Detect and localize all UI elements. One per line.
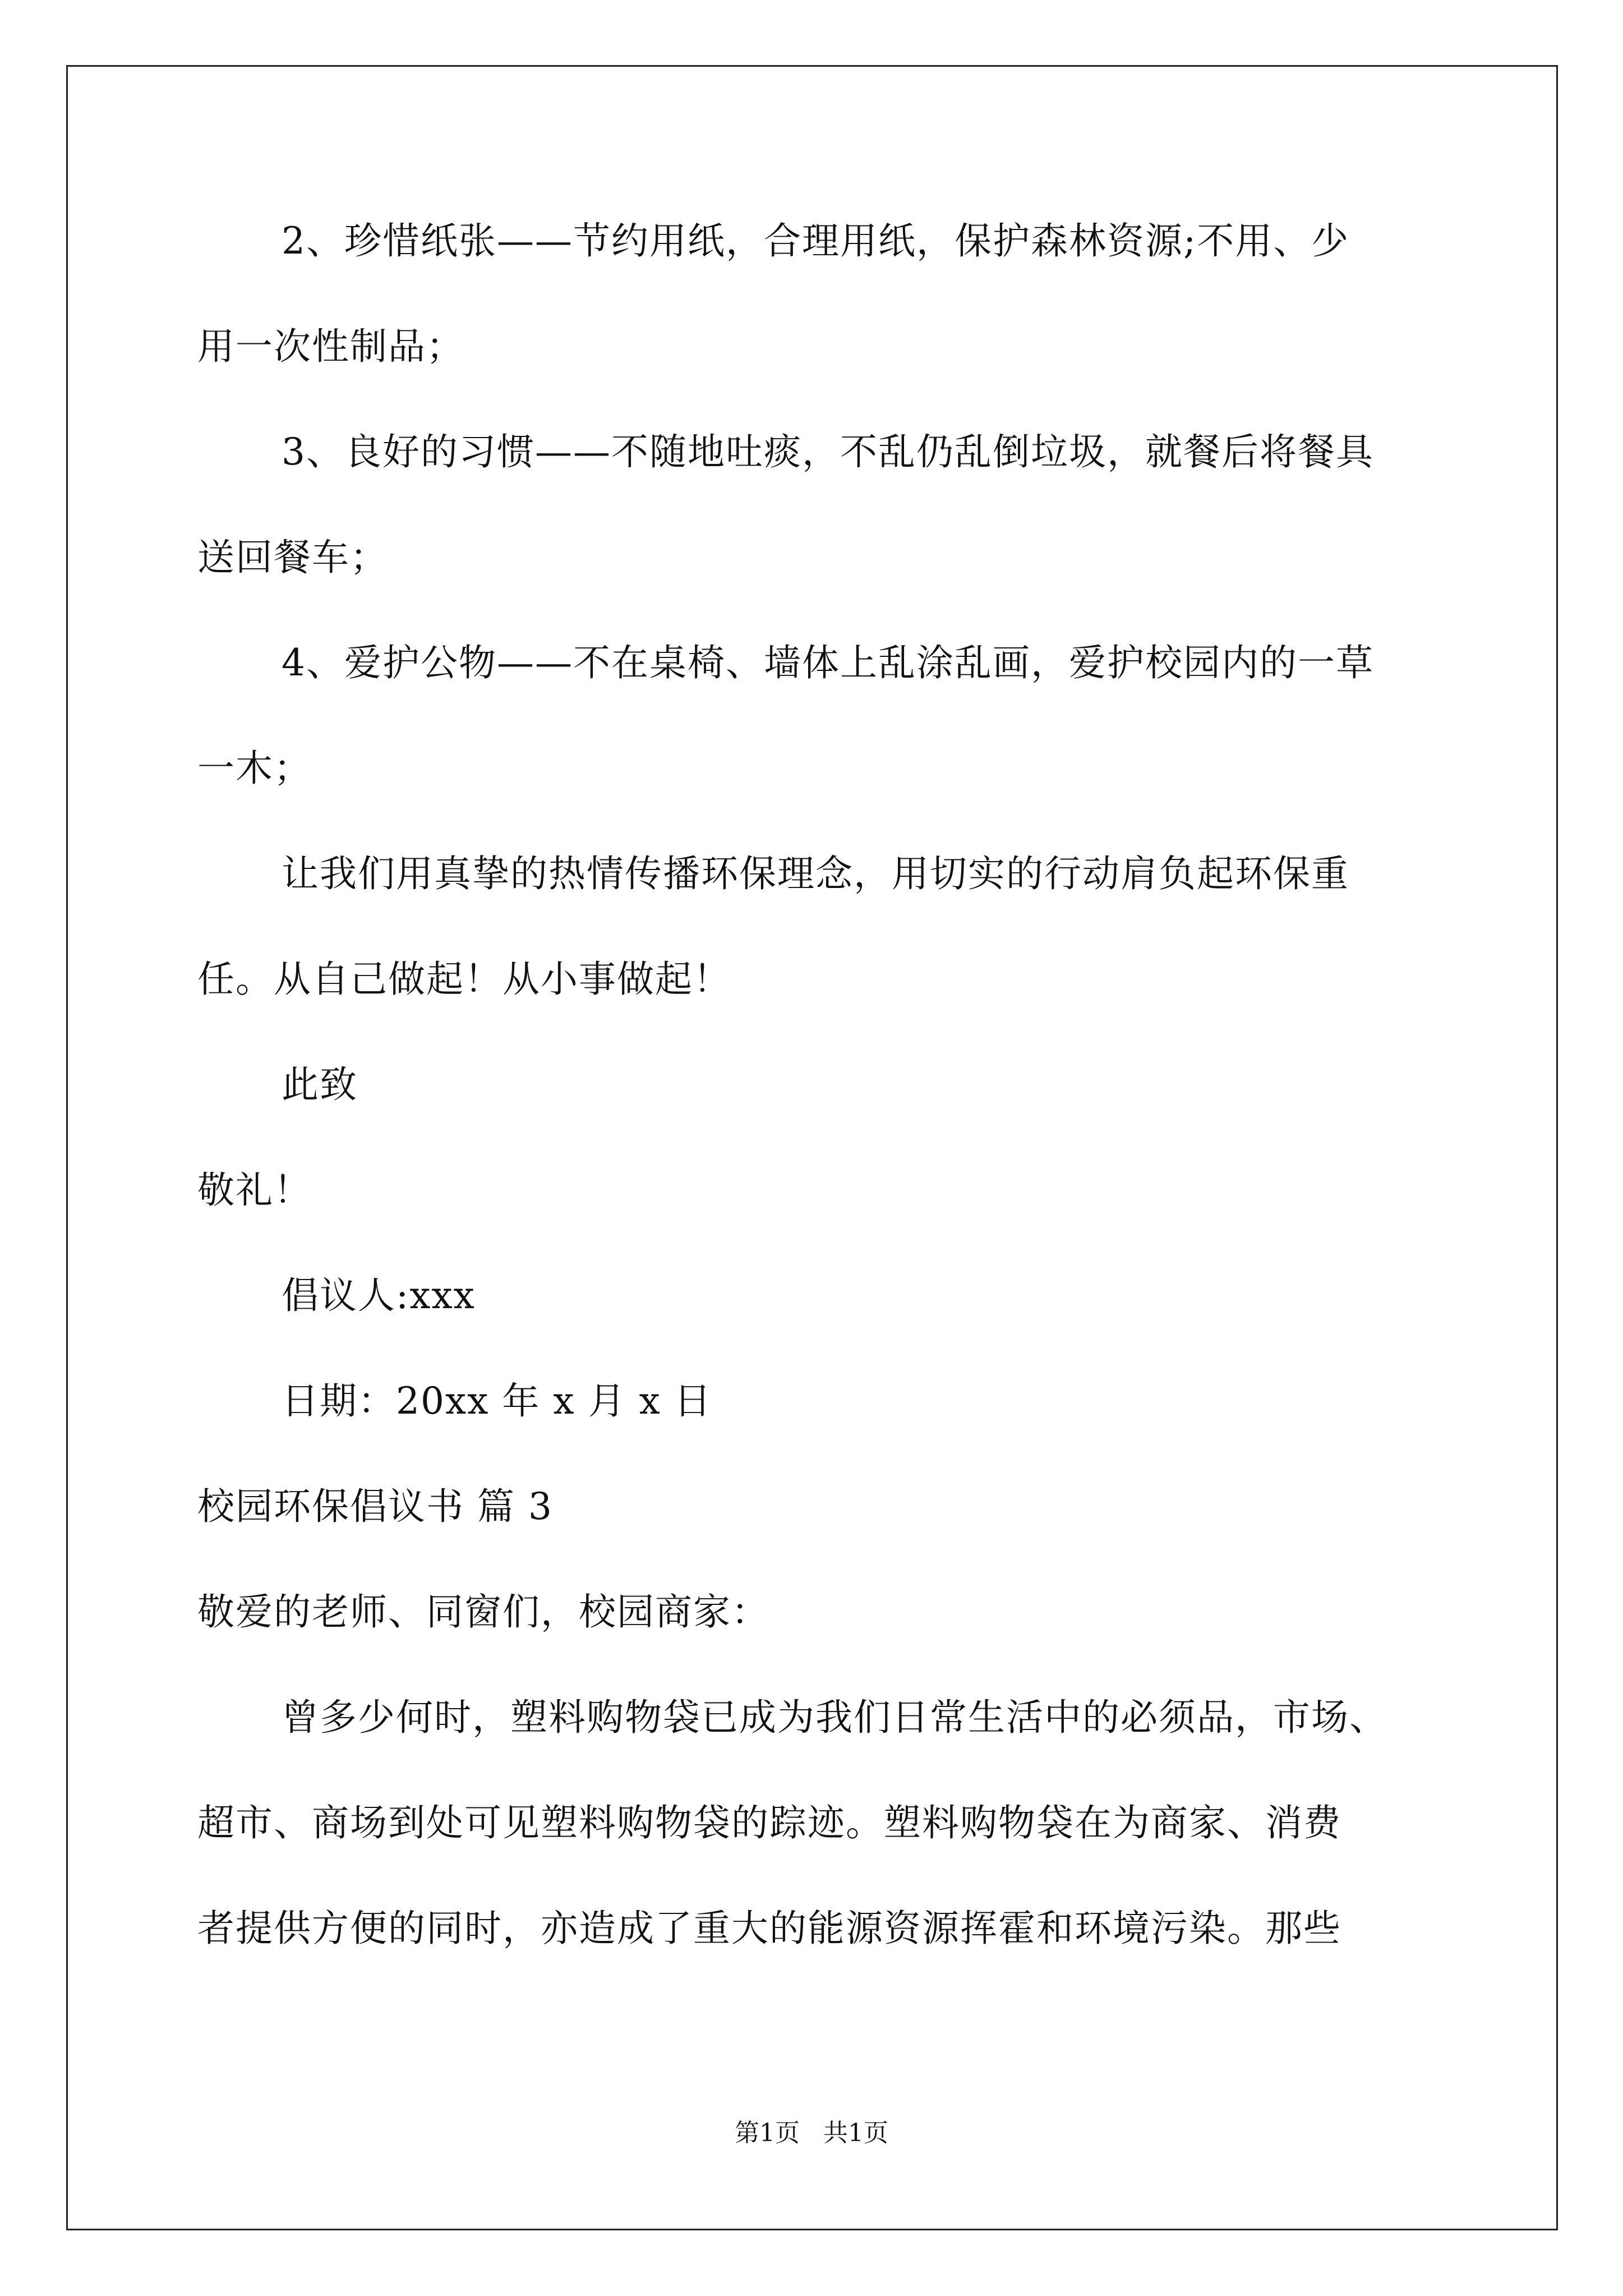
paragraph-line: 2、珍惜纸张——节约用纸，合理用纸，保护森林资源;不用、少 <box>282 219 1350 263</box>
paragraph-line: 用一次性制品； <box>197 325 464 368</box>
paragraph-line: 送回餐车； <box>197 536 388 579</box>
paragraph-line: 让我们用真挚的热情传播环保理念，用切实的行动肩负起环保重 <box>282 852 1349 895</box>
page-number-footer: 第1页 共1页 <box>735 2119 888 2147</box>
paragraph-line: 3、良好的习惯——不随地吐痰，不乱仍乱倒垃圾，就餐后将餐具 <box>282 430 1374 473</box>
date-line: 日期：20xx 年 x 月 x 日 <box>282 1379 712 1423</box>
section-title: 校园环保倡议书 篇 3 <box>197 1485 553 1528</box>
paragraph-line: 一木； <box>197 747 312 790</box>
closing-salutation: 此致 <box>282 1063 358 1106</box>
greeting: 敬爱的老师、同窗们，校园商家： <box>197 1590 769 1634</box>
signatory: 倡议人:xxx <box>282 1274 476 1317</box>
paragraph-line: 曾多少何时，塑料购物袋已成为我们日常生活中的必须品，市场、 <box>282 1696 1387 1739</box>
paragraph-line: 超市、商场到处可见塑料购物袋的踪迹。塑料购物袋在为商家、消费 <box>197 1801 1341 1844</box>
closing-regards: 敬礼！ <box>197 1168 312 1212</box>
page-frame <box>66 65 1558 2230</box>
paragraph-line: 4、爱护公物——不在桌椅、墙体上乱涂乱画，爱护校园内的一草 <box>282 641 1374 684</box>
paragraph-line: 者提供方便的同时，亦造成了重大的能源资源挥霍和环境污染。那些 <box>197 1907 1341 1950</box>
paragraph-line: 任。从自己做起！从小事做起！ <box>197 958 731 1001</box>
